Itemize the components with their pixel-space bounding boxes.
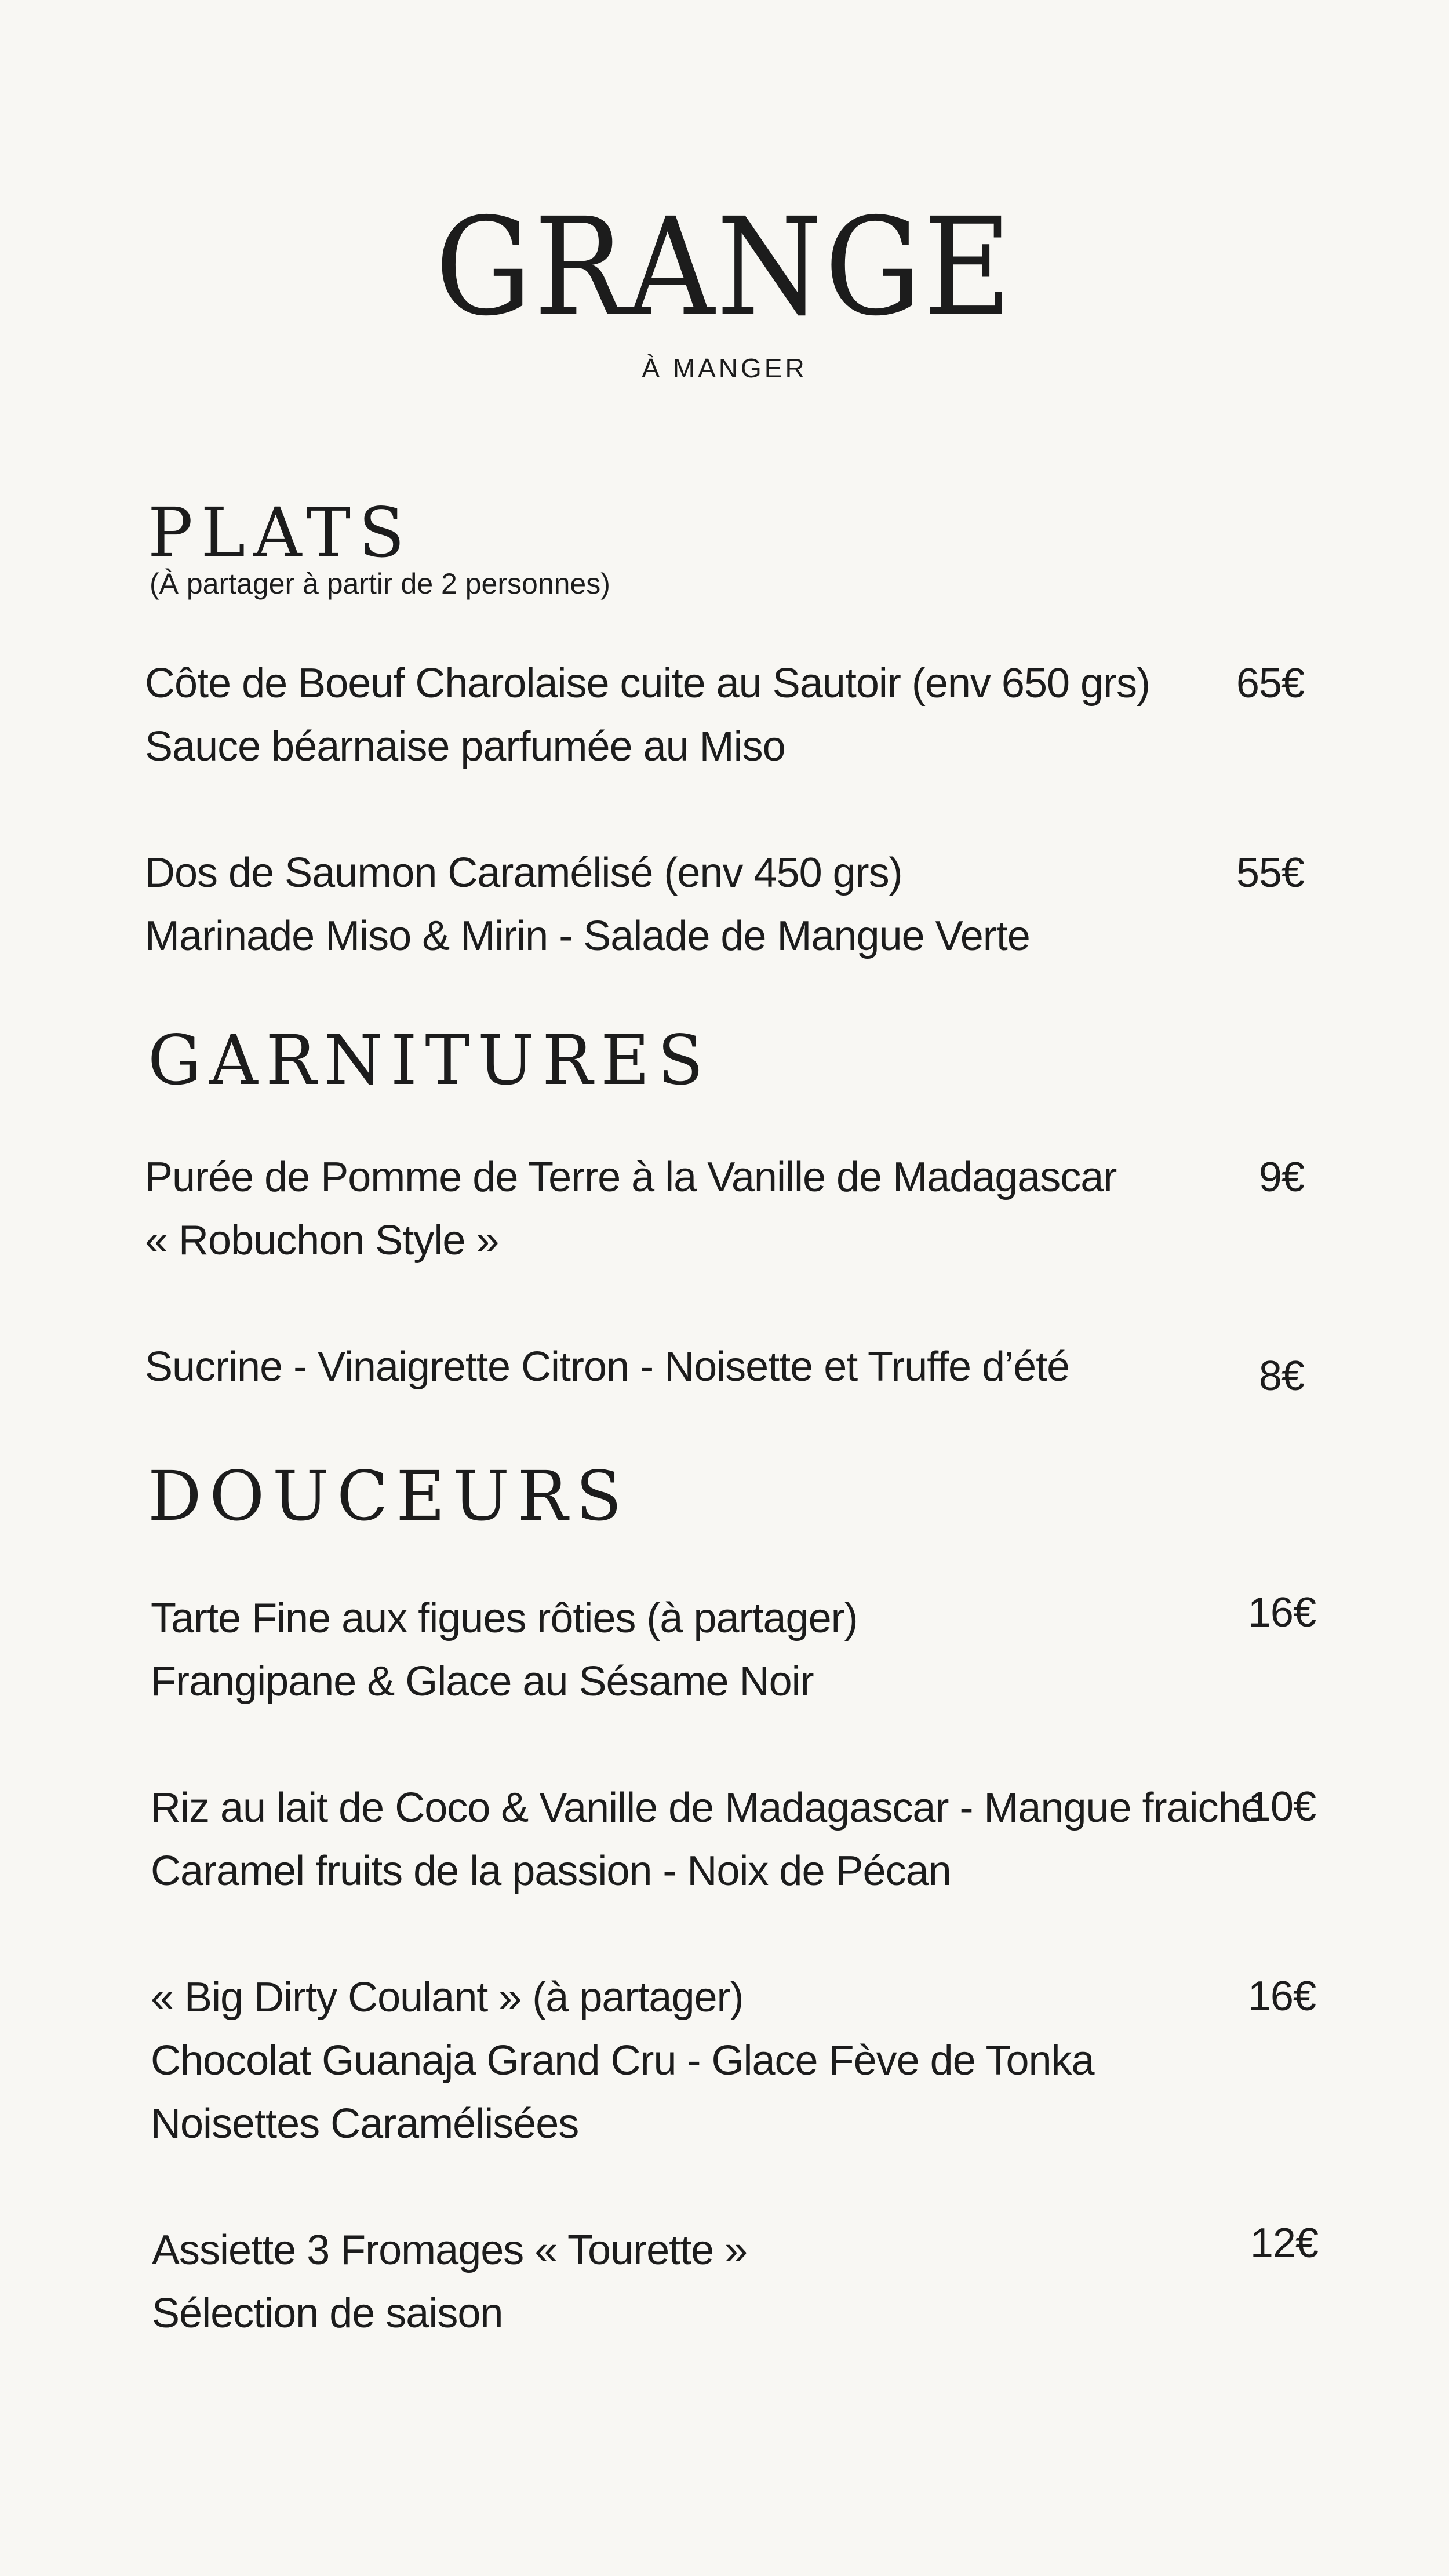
item-price: 9€ xyxy=(1258,1154,1304,1200)
item-name: Tarte Fine aux figues rôties (à partager) xyxy=(151,1595,858,1642)
item-description: « Robuchon Style » xyxy=(145,1217,499,1264)
section-title: DOUCEURS xyxy=(148,1456,630,1536)
menu-item xyxy=(145,652,1304,778)
item-description: Sauce béarnaise parfumée au Miso xyxy=(145,723,785,770)
item-name: Côte de Boeuf Charolaise cuite au Sautoir (env 650 grs) xyxy=(145,660,1151,707)
menu-item xyxy=(145,842,1304,968)
menu-item xyxy=(145,1146,1304,1272)
item-description: Marinade Miso & Mirin - Salade de Mangue Verte xyxy=(145,913,1030,959)
menu-item xyxy=(151,1777,1316,1903)
item-price: 12€ xyxy=(1250,2220,1318,2266)
section-title: GARNITURES xyxy=(148,1020,712,1100)
restaurant-name: GRANGE xyxy=(435,189,1014,345)
item-description: Sélection de saison xyxy=(152,2290,503,2337)
item-name: Assiette 3 Fromages « Tourette » xyxy=(152,2227,748,2273)
item-price: 16€ xyxy=(1247,1973,1316,2020)
section-note: (À partager à partir de 2 personnes) xyxy=(150,567,610,600)
item-price: 65€ xyxy=(1236,660,1304,707)
menu-item xyxy=(151,1587,1316,1713)
item-description: Caramel fruits de la passion - Noix de Pécan xyxy=(151,1848,951,1894)
item-price: 16€ xyxy=(1247,1589,1316,1636)
item-name: Riz au lait de Coco & Vanille de Madagascar - Mangue fraiche xyxy=(151,1785,1264,1831)
menu-item xyxy=(152,2219,1318,2345)
item-price: 8€ xyxy=(1258,1353,1304,1399)
menu-item xyxy=(145,1336,1304,1399)
item-description: Chocolat Guanaja Grand Cru - Glace Fève de Tonka xyxy=(151,2037,1094,2084)
menu-item xyxy=(151,1966,1316,2156)
item-description: Noisettes Caramélisées xyxy=(151,2101,579,2147)
item-description: Frangipane & Glace au Sésame Noir xyxy=(151,1658,814,1705)
section-title: PLATS xyxy=(148,493,413,573)
item-price: 10€ xyxy=(1247,1784,1316,1830)
item-name: Sucrine - Vinaigrette Citron - Noisette et Truffe d’été xyxy=(145,1344,1070,1390)
item-price: 55€ xyxy=(1236,850,1304,896)
restaurant-subtitle: À MANGER xyxy=(642,353,807,383)
item-name: « Big Dirty Coulant » (à partager) xyxy=(151,1974,744,2021)
item-name: Purée de Pomme de Terre à la Vanille de Madagascar xyxy=(145,1154,1117,1200)
item-name: Dos de Saumon Caramélisé (env 450 grs) xyxy=(145,850,902,896)
